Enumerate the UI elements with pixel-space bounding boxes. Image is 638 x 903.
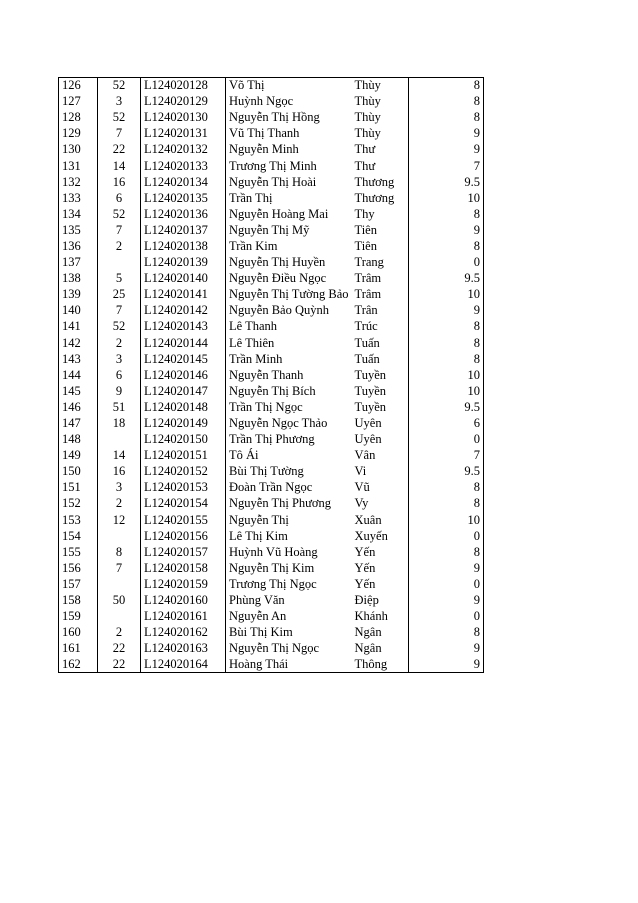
score-cell: 9.5 [409, 271, 484, 287]
surname-cell: Đoàn Trần Ngọc [229, 480, 313, 495]
given-name-cell: Vi [352, 464, 409, 480]
given-name-cell: Ngân [352, 641, 409, 657]
score-cell: 10 [409, 367, 484, 383]
score-cell: 9 [409, 142, 484, 158]
score-cell: 8 [409, 496, 484, 512]
row-number-cell: 161 [59, 641, 98, 657]
surname-cell: Lê Thanh [229, 319, 278, 334]
group-code-cell: 18 [98, 415, 141, 431]
surname-cell: Nguyễn Thị Bích [229, 383, 316, 398]
group-code-cell: 16 [98, 174, 141, 190]
given-name-cell: Trân [352, 303, 409, 319]
row-number-cell: 136 [59, 238, 98, 254]
group-code-cell: 16 [98, 464, 141, 480]
surname-cell: Trần Thị Ngọc [229, 399, 303, 414]
surname-cell: Trần Thị Phương [229, 432, 315, 447]
group-code-cell: 9 [98, 383, 141, 399]
student-id-cell: L124020162 [141, 625, 226, 641]
student-id-cell: L124020138 [141, 238, 226, 254]
table-row [59, 657, 484, 673]
group-code-cell: 5 [98, 271, 141, 287]
student-id-cell: L124020153 [141, 480, 226, 496]
given-name-cell: Tiên [352, 222, 409, 238]
group-code-cell: 6 [98, 367, 141, 383]
surname-cell: Trần Minh [229, 351, 283, 366]
row-number-cell: 128 [59, 110, 98, 126]
table-row [59, 255, 484, 271]
score-cell: 8 [409, 78, 484, 94]
student-id-cell: L124020139 [141, 255, 226, 271]
table-row [59, 190, 484, 206]
row-number-cell: 160 [59, 625, 98, 641]
surname-cell: Nguyễn Hoàng Mai [229, 206, 329, 221]
table-row [59, 142, 484, 158]
given-name-cell: Vân [352, 448, 409, 464]
student-id-cell: L124020154 [141, 496, 226, 512]
student-id-cell: L124020128 [141, 78, 226, 94]
given-name-cell: Trúc [352, 319, 409, 335]
group-code-cell: 22 [98, 657, 141, 673]
surname-cell: Trương Thị Minh [229, 158, 317, 173]
given-name-cell: Vũ [352, 480, 409, 496]
given-name-cell: Thùy [352, 78, 409, 94]
group-code-cell: 22 [98, 641, 141, 657]
given-name-cell: Uyên [352, 415, 409, 431]
surname-cell: Nguyễn Thị Mỹ [229, 222, 310, 237]
student-id-cell: L124020159 [141, 576, 226, 592]
table-row [59, 335, 484, 351]
group-code-cell: 7 [98, 560, 141, 576]
given-name-cell: Xuyến [352, 528, 409, 544]
score-cell: 10 [409, 190, 484, 206]
row-number-cell: 130 [59, 142, 98, 158]
table-row [59, 512, 484, 528]
table-row [59, 94, 484, 110]
row-number-cell: 153 [59, 512, 98, 528]
given-name-cell: Tuấn [352, 335, 409, 351]
row-number-cell: 149 [59, 448, 98, 464]
group-code-cell: 3 [98, 94, 141, 110]
table-row [59, 126, 484, 142]
student-id-cell: L124020142 [141, 303, 226, 319]
row-number-cell: 142 [59, 335, 98, 351]
student-id-cell: L124020155 [141, 512, 226, 528]
group-code-cell: 2 [98, 335, 141, 351]
table-row [59, 351, 484, 367]
student-id-cell: L124020135 [141, 190, 226, 206]
group-code-cell: 14 [98, 448, 141, 464]
given-name-cell: Trang [352, 255, 409, 271]
surname-cell: Tô Ái [229, 448, 259, 463]
student-id-cell: L124020156 [141, 528, 226, 544]
student-id-cell: L124020147 [141, 383, 226, 399]
group-code-cell: 2 [98, 496, 141, 512]
table-row [59, 367, 484, 383]
student-id-cell: L124020151 [141, 448, 226, 464]
row-number-cell: 146 [59, 399, 98, 415]
surname-cell: Lê Thiên [229, 335, 275, 350]
student-id-cell: L124020158 [141, 560, 226, 576]
table-row [59, 110, 484, 126]
student-id-cell: L124020148 [141, 399, 226, 415]
table-row [59, 206, 484, 222]
surname-cell: Vũ Thị Thanh [229, 126, 300, 141]
score-cell: 8 [409, 544, 484, 560]
surname-cell: Lê Thị Kim [229, 528, 288, 543]
row-number-cell: 155 [59, 544, 98, 560]
table-row [59, 609, 484, 625]
table-row [59, 222, 484, 238]
group-code-cell: 7 [98, 222, 141, 238]
student-id-cell: L124020143 [141, 319, 226, 335]
given-name-cell: Tuấn [352, 351, 409, 367]
score-cell: 9 [409, 222, 484, 238]
given-name-cell: Vy [352, 496, 409, 512]
table-row [59, 432, 484, 448]
surname-cell: Nguyễn Minh [229, 142, 299, 157]
student-id-cell: L124020157 [141, 544, 226, 560]
student-id-cell: L124020144 [141, 335, 226, 351]
given-name-cell: Thùy [352, 110, 409, 126]
score-cell: 8 [409, 335, 484, 351]
row-number-cell: 127 [59, 94, 98, 110]
group-code-cell: 52 [98, 319, 141, 335]
student-id-cell: L124020130 [141, 110, 226, 126]
group-code-cell: 25 [98, 287, 141, 303]
group-code-cell: 7 [98, 303, 141, 319]
given-name-cell: Yến [352, 576, 409, 592]
score-cell: 6 [409, 415, 484, 431]
row-number-cell: 132 [59, 174, 98, 190]
table-body [59, 78, 484, 673]
group-code-cell: 6 [98, 190, 141, 206]
table-row [59, 158, 484, 174]
row-number-cell: 154 [59, 528, 98, 544]
table-row [59, 303, 484, 319]
student-id-cell: L124020129 [141, 94, 226, 110]
group-code-cell: 52 [98, 78, 141, 94]
surname-cell: Bùi Thị Tường [229, 464, 304, 479]
surname-cell: Nguyễn Thị Huyền [229, 255, 326, 270]
table-row [59, 528, 484, 544]
student-id-cell: L124020146 [141, 367, 226, 383]
surname-cell: Trương Thị Ngọc [229, 576, 317, 591]
group-code-cell: 8 [98, 544, 141, 560]
score-cell: 9.5 [409, 399, 484, 415]
given-name-cell: Thông [352, 657, 409, 673]
surname-cell: Huỳnh Vũ Hoàng [229, 544, 318, 559]
table-row [59, 271, 484, 287]
row-number-cell: 147 [59, 415, 98, 431]
row-number-cell: 129 [59, 126, 98, 142]
surname-cell: Nguyễn Thị Hoài [229, 174, 317, 189]
given-name-cell: Thy [352, 206, 409, 222]
surname-cell: Trần Thị [229, 190, 273, 205]
student-id-cell: L124020150 [141, 432, 226, 448]
row-number-cell: 143 [59, 351, 98, 367]
table-row [59, 287, 484, 303]
score-cell: 10 [409, 383, 484, 399]
surname-cell: Nguyễn Thị [229, 512, 289, 527]
group-code-cell [98, 255, 141, 271]
surname-cell: Nguyễn Thị Tường Bảo [229, 287, 349, 302]
group-code-cell: 14 [98, 158, 141, 174]
given-name-cell: Yến [352, 560, 409, 576]
score-cell: 8 [409, 94, 484, 110]
score-cell: 9 [409, 657, 484, 673]
score-cell: 0 [409, 609, 484, 625]
score-cell: 9 [409, 641, 484, 657]
student-id-cell: L124020134 [141, 174, 226, 190]
student-id-cell: L124020145 [141, 351, 226, 367]
table-row [59, 496, 484, 512]
score-cell: 8 [409, 110, 484, 126]
given-name-cell: Tiên [352, 238, 409, 254]
score-cell: 8 [409, 238, 484, 254]
score-cell: 0 [409, 528, 484, 544]
table-row [59, 399, 484, 415]
surname-cell: Nguyễn Ngọc Thảo [229, 416, 328, 431]
score-cell: 8 [409, 206, 484, 222]
surname-cell: Nguyễn Điều Ngọc [229, 271, 327, 286]
group-code-cell: 22 [98, 142, 141, 158]
given-name-cell: Thư [352, 142, 409, 158]
row-number-cell: 158 [59, 593, 98, 609]
row-number-cell: 156 [59, 560, 98, 576]
score-cell: 10 [409, 287, 484, 303]
table-row [59, 544, 484, 560]
row-number-cell: 157 [59, 576, 98, 592]
given-name-cell: Yến [352, 544, 409, 560]
row-number-cell: 138 [59, 271, 98, 287]
given-name-cell: Thùy [352, 94, 409, 110]
row-number-cell: 131 [59, 158, 98, 174]
group-code-cell: 52 [98, 110, 141, 126]
row-number-cell: 134 [59, 206, 98, 222]
row-number-cell: 159 [59, 609, 98, 625]
score-cell: 9.5 [409, 464, 484, 480]
surname-cell: Nguyễn Thanh [229, 367, 304, 382]
given-name-cell: Thư [352, 158, 409, 174]
table-row [59, 174, 484, 190]
given-name-cell: Uyên [352, 432, 409, 448]
given-name-cell: Tuyền [352, 367, 409, 383]
surname-cell: Nguyễn Thị Hồng [229, 110, 320, 125]
given-name-cell: Thùy [352, 126, 409, 142]
given-name-cell: Tuyền [352, 383, 409, 399]
table-row [59, 641, 484, 657]
score-cell: 9 [409, 560, 484, 576]
group-code-cell: 2 [98, 238, 141, 254]
given-name-cell: Thương [352, 190, 409, 206]
student-id-cell: L124020132 [141, 142, 226, 158]
student-id-cell: L124020164 [141, 657, 226, 673]
row-number-cell: 150 [59, 464, 98, 480]
score-cell: 7 [409, 448, 484, 464]
given-name-cell: Điệp [352, 593, 409, 609]
given-name-cell: Ngân [352, 625, 409, 641]
given-name-cell: Xuân [352, 512, 409, 528]
group-code-cell: 7 [98, 126, 141, 142]
table-row [59, 238, 484, 254]
row-number-cell: 148 [59, 432, 98, 448]
group-code-cell: 52 [98, 206, 141, 222]
score-cell: 8 [409, 625, 484, 641]
table-row [59, 593, 484, 609]
score-cell: 0 [409, 432, 484, 448]
row-number-cell: 144 [59, 367, 98, 383]
student-id-cell: L124020137 [141, 222, 226, 238]
table-row [59, 576, 484, 592]
row-number-cell: 139 [59, 287, 98, 303]
row-number-cell: 126 [59, 78, 98, 94]
student-id-cell: L124020149 [141, 415, 226, 431]
row-number-cell: 135 [59, 222, 98, 238]
score-cell: 9 [409, 126, 484, 142]
student-id-cell: L124020160 [141, 593, 226, 609]
group-code-cell: 3 [98, 480, 141, 496]
student-id-cell: L124020163 [141, 641, 226, 657]
table-row [59, 448, 484, 464]
row-number-cell: 137 [59, 255, 98, 271]
surname-cell: Nguyễn Bảo Quỳnh [229, 303, 329, 318]
score-cell: 10 [409, 512, 484, 528]
table-row [59, 78, 484, 94]
row-number-cell: 151 [59, 480, 98, 496]
group-code-cell [98, 609, 141, 625]
student-id-cell: L124020136 [141, 206, 226, 222]
score-cell: 8 [409, 319, 484, 335]
student-id-cell: L124020140 [141, 271, 226, 287]
group-code-cell [98, 528, 141, 544]
surname-cell: Nguyễn Thị Ngọc [229, 641, 320, 656]
score-cell: 8 [409, 480, 484, 496]
row-number-cell: 141 [59, 319, 98, 335]
surname-cell: Nguyễn An [229, 609, 287, 624]
score-cell: 7 [409, 158, 484, 174]
surname-cell: Trần Kim [229, 238, 278, 253]
group-code-cell [98, 576, 141, 592]
group-code-cell: 3 [98, 351, 141, 367]
surname-cell: Võ Thị [226, 78, 352, 94]
student-id-cell: L124020133 [141, 158, 226, 174]
score-cell: 8 [409, 351, 484, 367]
row-number-cell: 140 [59, 303, 98, 319]
table-row [59, 319, 484, 335]
score-cell: 0 [409, 576, 484, 592]
surname-cell: Hoàng Thái [226, 657, 352, 673]
row-number-cell: 152 [59, 496, 98, 512]
group-code-cell [98, 432, 141, 448]
surname-cell: Bùi Thị Kim [229, 625, 293, 640]
group-code-cell: 12 [98, 512, 141, 528]
given-name-cell: Trâm [352, 287, 409, 303]
surname-cell: Nguyễn Thị Phương [229, 496, 332, 511]
score-cell: 9 [409, 303, 484, 319]
row-number-cell: 145 [59, 383, 98, 399]
row-number-cell: 162 [59, 657, 98, 673]
surname-cell: Huỳnh Ngọc [229, 94, 294, 109]
student-id-cell: L124020152 [141, 464, 226, 480]
row-number-cell: 133 [59, 190, 98, 206]
given-name-cell: Khánh [352, 609, 409, 625]
group-code-cell: 50 [98, 593, 141, 609]
table-row [59, 560, 484, 576]
given-name-cell: Thương [352, 174, 409, 190]
score-cell: 0 [409, 255, 484, 271]
student-id-cell: L124020141 [141, 287, 226, 303]
table-row [59, 625, 484, 641]
surname-cell: Phùng Văn [229, 593, 285, 608]
group-code-cell: 2 [98, 625, 141, 641]
student-id-cell: L124020131 [141, 126, 226, 142]
group-code-cell: 51 [98, 399, 141, 415]
table-row [59, 464, 484, 480]
student-id-cell: L124020161 [141, 609, 226, 625]
given-name-cell: Tuyền [352, 399, 409, 415]
given-name-cell: Trâm [352, 271, 409, 287]
table-row [59, 480, 484, 496]
surname-cell: Nguyễn Thị Kim [229, 560, 315, 575]
score-cell: 9.5 [409, 174, 484, 190]
table-row [59, 383, 484, 399]
score-table [58, 77, 484, 673]
score-cell: 9 [409, 593, 484, 609]
table-row [59, 415, 484, 431]
